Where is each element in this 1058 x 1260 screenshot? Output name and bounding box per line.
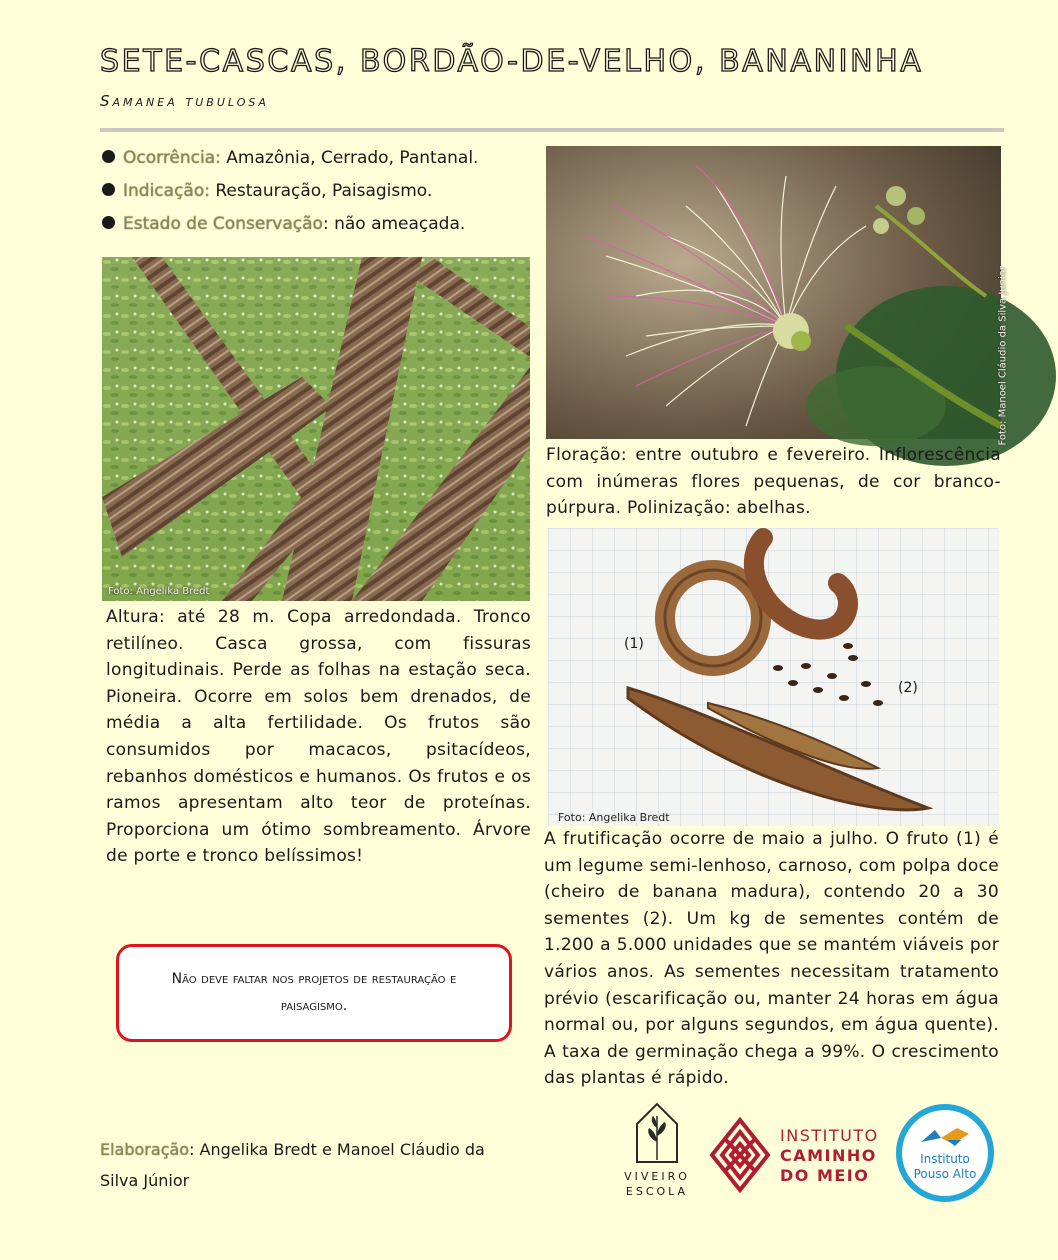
fruit-photo-illustration (548, 528, 999, 826)
bullet-conservation: Estado de Conservação: não ameaçada. (102, 208, 478, 241)
photo-credit: Foto: Angelika Bredt (108, 586, 210, 597)
tree-description: Altura: até 28 m. Copa arredondada. Tronco retilíneo. Casca grossa, com fissuras longitudinais. Perde as folhas na estação seca. Pioneira. Ocorre em solos bem drenados, de média a alta fertilidade. Os frutos são consumidos por macacos, psitacídeos, rebanhos domésticos e humanos. Os frutos e os ramos apresentam alto teor de proteínas. Proporciona um ótimo sombreamento. Árvore de porte e tronco belíssimos! (106, 607, 531, 867)
highlight-callout (116, 944, 512, 1042)
page-title: SETE-CASCAS, BORDÃO-DE-VELHO, BANANINHA (100, 44, 924, 79)
tree-photo (102, 257, 530, 601)
info-bullets (102, 142, 478, 241)
fruit-photo (548, 528, 999, 826)
bullet-dot-icon (102, 183, 115, 196)
photo-credit-vertical: Foto: Manoel Cláudio da Silva Junior (997, 266, 1008, 446)
photo-credit: Foto: Angelika Bredt (558, 811, 670, 824)
bullet-dot-icon (102, 150, 115, 163)
flowering-text: Floração: entre outubro e fevereiro. Inflorescência com inúmeras flores pequenas, de cor branco-púrpura. Polinização: abelhas. (546, 445, 1001, 519)
viveiro-escola-logo: VIVEIRO ESCOLA (622, 1102, 692, 1202)
seed-label: (2) (898, 680, 918, 696)
tree-photo-illustration (102, 257, 530, 601)
bird-icon (917, 1126, 973, 1148)
endless-knot-icon (708, 1116, 772, 1194)
flower-photo-illustration (546, 146, 1001, 439)
bullet-occurrence: Ocorrência: Amazônia, Cerrado, Pantanal. (102, 142, 478, 175)
bullet-indication: Indicação: Restauração, Paisagismo. (102, 175, 478, 208)
flower-photo (546, 146, 1008, 446)
callout-text: Não deve faltar nos projetos de restauração e paisagismo. (171, 971, 457, 1014)
fruit-label: (1) (624, 636, 644, 652)
authors-credit: Elaboração: Angelika Bredt e Manoel Cláudio da Silva Júnior (100, 1140, 485, 1190)
instituto-pouso-alto-logo: Instituto Pouso Alto (896, 1104, 994, 1202)
scientific-name: Samanea tubulosa (100, 92, 269, 110)
bullet-dot-icon (102, 216, 115, 229)
instituto-caminho-do-meio-logo: INSTITUTO CAMINHO DO MEIO (708, 1116, 888, 1196)
title-divider (100, 128, 1004, 132)
fruit-description: A frutificação ocorre de maio a julho. O fruto (1) é um legume semi-lenhoso, carnoso, com polpa doce (cheiro de banana madura), contendo 20 a 30 sementes (2). Um kg de sementes contém de 1.200 a 5.000 unidades que se mantém viáveis por vários anos. As sementes necessitam tratamento prévio (escarificação ou, manter 24 horas em água normal ou, por alguns segundos, em água quente). A taxa de germinação chega a 99%. O crescimento das plantas é rápido. (544, 829, 999, 1089)
plant-house-icon (633, 1102, 681, 1164)
